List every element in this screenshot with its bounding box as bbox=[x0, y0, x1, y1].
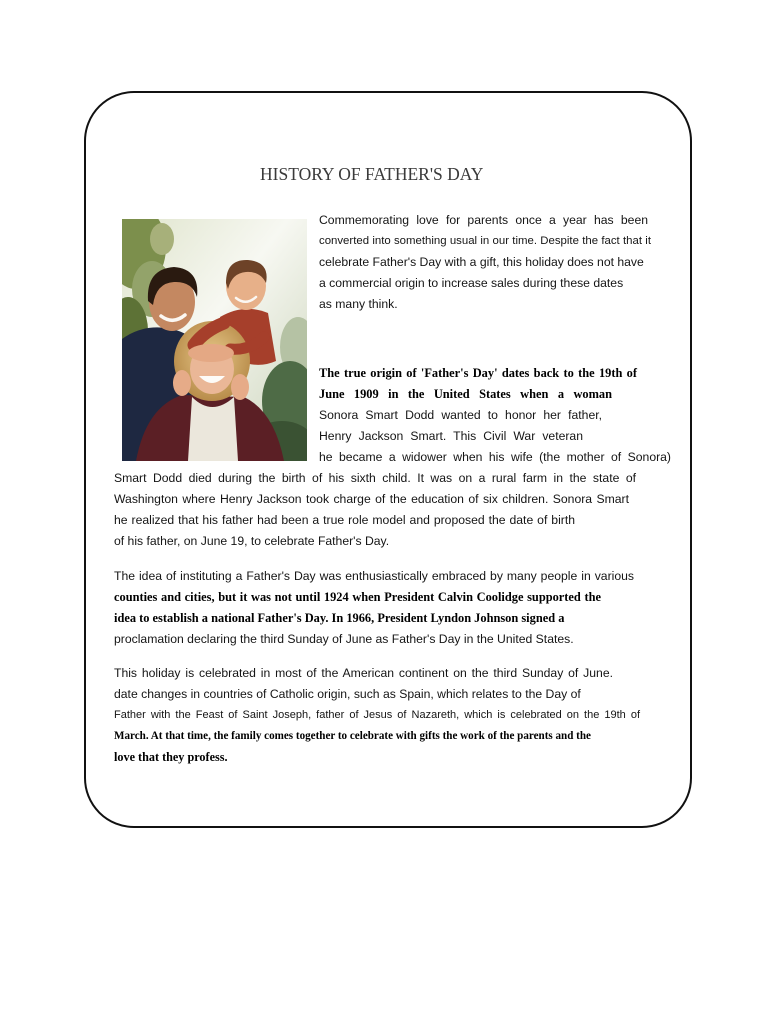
text-line: March. At that time, the family comes together to celebrate with gifts the work of the parents and the bbox=[114, 730, 591, 742]
text-line: date changes in countries of Catholic origin, such as Spain, which relates to the Day of bbox=[114, 687, 581, 701]
family-photo bbox=[122, 219, 307, 461]
page-title: HISTORY OF FATHER'S DAY bbox=[260, 164, 484, 184]
text-line: he realized that his father had been a true role model and proposed the date of birth bbox=[114, 513, 575, 527]
text-line: love that they profess. bbox=[114, 750, 228, 764]
text-line: Smart Dodd died during the birth of his sixth child. It was on a rural farm in the state of bbox=[114, 471, 636, 485]
text-line: of his father, on June 19, to celebrate Father's Day. bbox=[114, 534, 390, 548]
text-line: Commemorating love for parents once a year has been bbox=[319, 213, 648, 227]
text-line: proclamation declaring the third Sunday of June as Father's Day in the United States. bbox=[114, 632, 574, 646]
text-line: Henry Jackson Smart. This Civil War veteran bbox=[319, 429, 583, 443]
text-line: counties and cities, but it was not until 1924 when President Calvin Coolidge supported the bbox=[114, 590, 601, 604]
text-line: celebrate Father's Day with a gift, this holiday does not have bbox=[319, 255, 644, 269]
text-line: June 1909 in the United States when a woman bbox=[319, 387, 612, 401]
text-line: he became a widower when his wife (the mother of Sonora) bbox=[319, 450, 671, 464]
text-line: idea to establish a national Father's Day. In 1966, President Lyndon Johnson signed a bbox=[114, 611, 565, 625]
text-line: a commercial origin to increase sales during these dates bbox=[319, 276, 624, 290]
text-line: converted into something usual in our time. Despite the fact that it bbox=[319, 235, 651, 247]
text-line: The idea of instituting a Father's Day was enthusiastically embraced by many people in various bbox=[114, 569, 634, 583]
text-line: This holiday is celebrated in most of the American continent on the third Sunday of June. bbox=[114, 666, 613, 680]
text-line: The true origin of 'Father's Day' dates back to the 19th of bbox=[319, 366, 637, 380]
text-line: Father with the Feast of Saint Joseph, father of Jesus of Nazareth, which is celebrated on the 19th of bbox=[114, 709, 640, 721]
text-line: Washington where Henry Jackson took charge of the education of six children. Sonora Smart bbox=[114, 492, 629, 506]
text-line: Sonora Smart Dodd wanted to honor her father, bbox=[319, 408, 602, 422]
text-line: as many think. bbox=[319, 297, 398, 311]
